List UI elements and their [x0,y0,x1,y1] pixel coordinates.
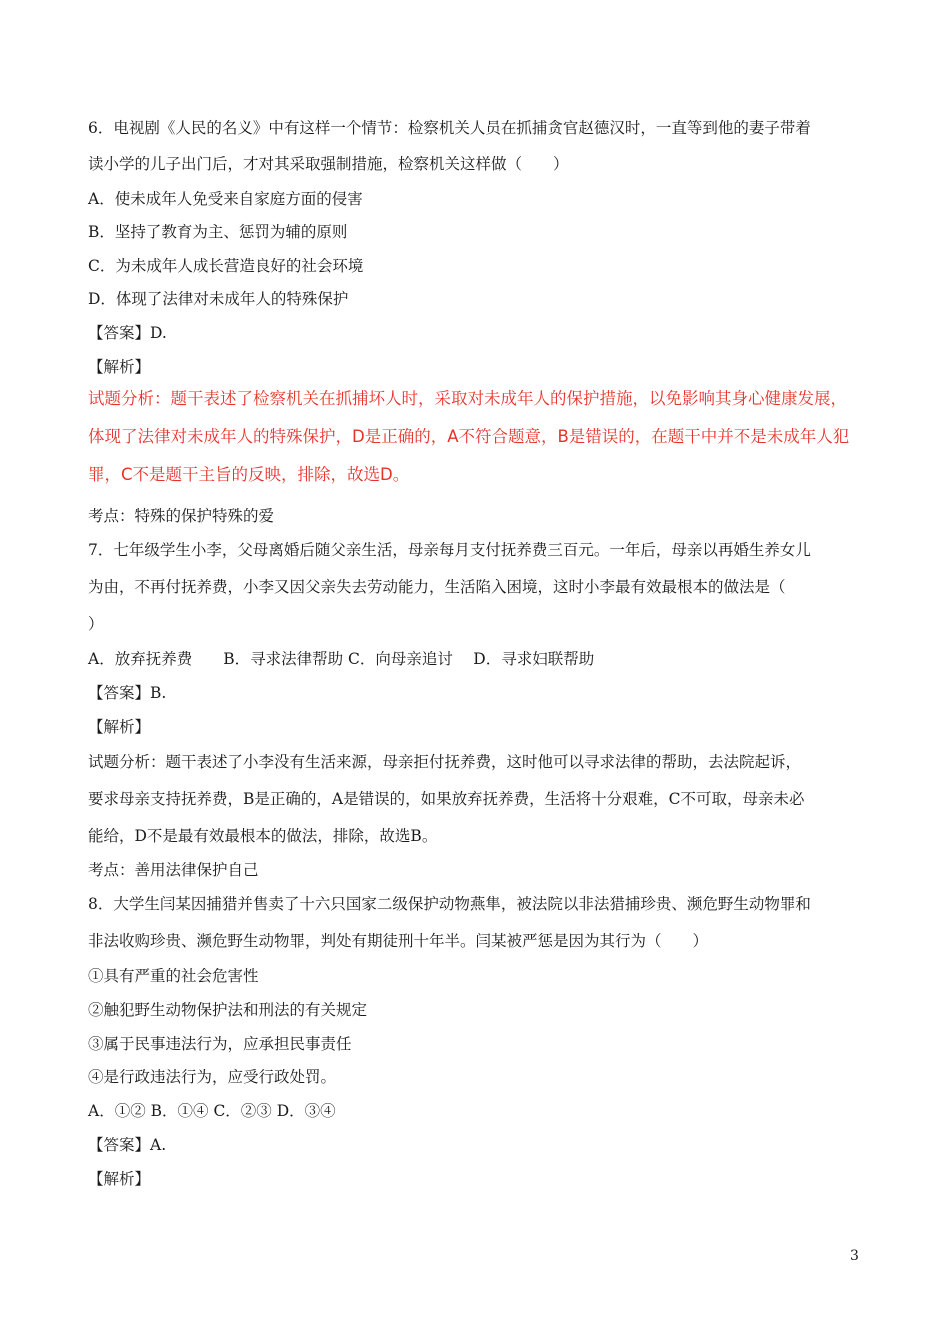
q6-analysis-line-2: 体现了法律对未成年人的特殊保护，D是正确的，A不符合题意，B是错误的，在题干中并不是未成年人犯 [88,427,850,446]
q6-analysis-line-3: 罪，C不是题干主旨的反映，排除，故选D。 [88,465,410,484]
q7-stem-line-1: 7．七年级学生小李，父母离婚后随父亲生活，母亲每月支付抚养费三百元。一年后，母亲以再婚生养女儿 [88,541,811,559]
q8-statement-1: ①具有严重的社会危害性 [88,967,259,985]
q8-statement-2: ②触犯野生动物保护法和刑法的有关规定 [88,1001,368,1019]
q8-statement-3: ③属于民事违法行为，应承担民事责任 [88,1035,352,1053]
q7-analysis-line-2: 要求母亲支持抚养费，B是正确的，A是错误的，如果放弃抚养费，生活将十分艰难，C不可取，母亲未必 [88,790,805,808]
q6-exam-point: 考点：特殊的保护特殊的爱 [88,507,275,525]
q6-option-b: B．坚持了教育为主、惩罚为辅的原则 [88,223,348,241]
q8-options: A．①② B．①④ C．②③ D．③④ [88,1102,336,1120]
q8-analysis-label: 【解析】 [88,1170,151,1188]
q7-analysis-line-3: 能给，D不是最有效最根本的做法，排除，故选B。 [88,827,438,845]
q8-stem-line-2: 非法收购珍贵、濒危野生动物罪，判处有期徒刑十年半。闫某被严惩是因为其行为（ ） [88,932,709,950]
q6-option-d: D．体现了法律对未成年人的特殊保护 [88,290,349,308]
q6-option-a: A．使未成年人免受来自家庭方面的侵害 [88,190,363,208]
q6-stem-line-1: 6．电视剧《人民的名义》中有这样一个情节：检察机关人员在抓捕贪官赵德汉时，一直等到他的妻子带着 [88,119,811,137]
q6-stem-line-2: 读小学的儿子出门后，才对其采取强制措施，检察机关这样做（ ） [88,155,569,173]
q7-analysis-line-1: 试题分析：题干表述了小李没有生活来源，母亲拒付抚养费，这时他可以寻求法律的帮助，去法院起诉， [88,753,802,771]
q7-exam-point: 考点：善用法律保护自己 [88,861,259,879]
q6-option-c: C．为未成年人成长营造良好的社会环境 [88,257,364,275]
q7-answer: 【答案】B. [88,684,167,702]
q7-analysis-label: 【解析】 [88,718,151,736]
q7-stem-line-3: ） [88,615,104,633]
q6-analysis-label: 【解析】 [88,358,151,376]
q7-stem-line-2: 为由，不再付抚养费，小李又因父亲失去劳动能力，生活陷入困境，这时小李最有效最根本的做法是（ [88,578,786,596]
q8-statement-4: ④是行政违法行为，应受行政处罚。 [88,1068,337,1086]
q6-answer: 【答案】D. [88,324,167,342]
q6-analysis-line-1: 试题分析：题干表述了检察机关在抓捕坏人时，采取对未成年人的保护措施，以免影响其身心健康发展， [88,389,847,408]
page-number: 3 [850,1248,859,1264]
q8-answer: 【答案】A. [88,1136,167,1154]
q8-stem-line-1: 8．大学生闫某因捕猎并售卖了十六只国家二级保护动物燕隼，被法院以非法猎捕珍贵、濒危野生动物罪和 [88,895,811,913]
q7-options: A．放弃抚养费 B．寻求法律帮助 C．向母亲追讨 D．寻求妇联帮助 [88,650,595,668]
